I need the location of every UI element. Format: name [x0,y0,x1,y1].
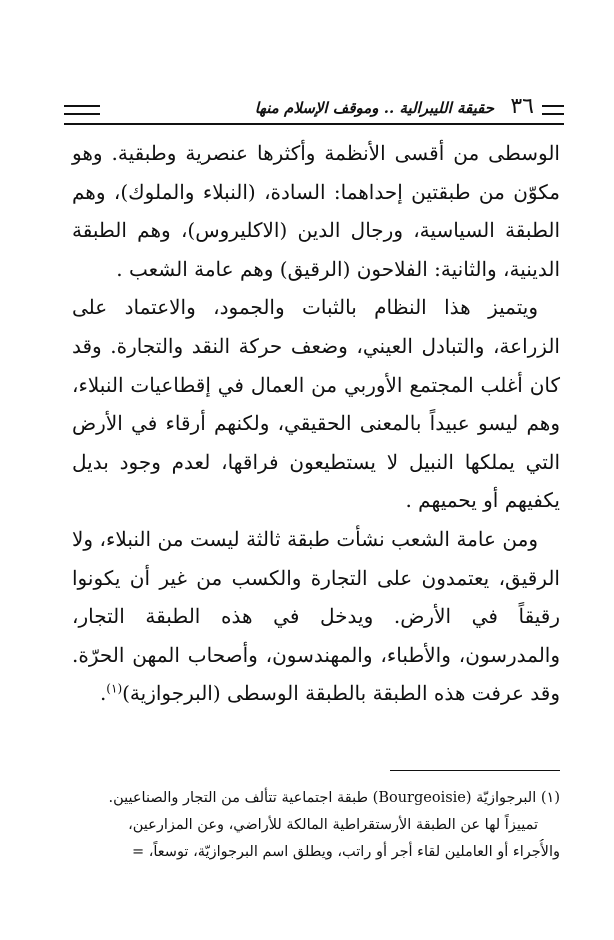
body-text [72,134,560,713]
paragraph-3-text: ومن عامة الشعب نشأت طبقة ثالثة ليست من النبلاء، ولا الرقيق، يعتمدون على التجارة والكسب من غير أن يكونوا رقيقاً في الأرض. ويدخل في هذه الطبقة التجار، والمدرسون، والأطباء، والمهندسون، وأصحاب المهن الحرّة. وقد عرفت هذه الطبقة بالطبقة الوسطى (البرجوازية) [72,526,560,706]
header-ornament-left [64,105,100,115]
header-divider [64,123,564,125]
paragraph-3 [72,520,560,713]
footnote-reference[interactable]: (١) [106,681,123,696]
footnote-line-3: والأُجراء أو العاملين لقاء أجر أو راتب، ويطلق اسم البرجوازيّة، توسعاً، = [131,844,560,860]
footnote-line-2: تمييزاً لها عن الطبقة الأرستقراطية المالكة للأراضي، وعن المزارعين، [128,817,538,833]
footnote-separator [390,770,560,771]
paragraph-3-end: . [99,681,107,706]
footnotes [72,785,560,866]
paragraph-2: ويتميز هذا النظام بالثبات والجمود، والاعتماد على الزراعة، والتبادل العيني، وضعف حركة النقد والتجارة. وقد كان أغلب المجتمع الأوربي من العمال في إقطاعيات النبلاء، وهم ليسو عبيداً بالمعنى الحقيقي، ولكنهم أرقاء في الأرض التي يملكها النبيل لا يستطيعون فراقها، لعدم وجود بديل يكفيهم أو يحميهم . [72,295,560,513]
footnote-line-1: (١) البرجوازيّة (Bourgeoisie) طبقة اجتماعية تتألف من التجار والصناعيين. [108,790,560,806]
page-number: ٣٦ [510,94,534,119]
header-ornament-right [542,105,564,115]
paragraph-1: الوسطى من أقسى الأنظمة وأكثرها عنصرية وطبقية. وهو مكوّن من طبقتين إحداهما: السادة، (النبلاء والملوك)، وهم الطبقة السياسية، ورجال الدين (الاكليروس)، وهم الطبقة الدينية، والثانية: الفلاحون (الرقيق) وهم عامة الشعب . [72,141,560,281]
running-title: حقيقة الليبرالية .. وموقف الإسلام منها [254,99,494,117]
page-header [64,93,564,129]
